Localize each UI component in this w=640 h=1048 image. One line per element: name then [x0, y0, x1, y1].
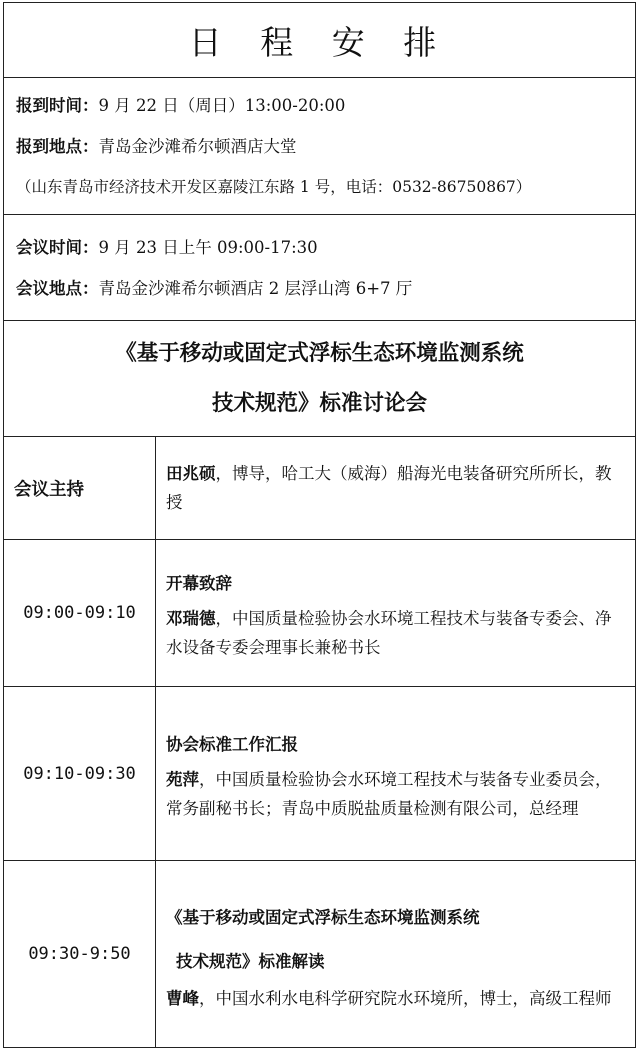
session-details [156, 540, 636, 687]
meeting-time-value: 9 月 23 日上午 09:00-17:30 [98, 237, 318, 257]
speaker-name: 曹峰 [166, 988, 199, 1008]
session-time: 09:10-09:30 [4, 687, 156, 861]
session-topic-line1: 《基于移动或固定式浮标生态环境监测系统 [166, 907, 480, 927]
host-desc: ，博导，哈工大（威海）船海光电装备研究所所长，教授 [166, 464, 612, 512]
registration-address: （山东青岛市经济技术开发区嘉陵江东路 1 号，电话：0532-86750867） [16, 177, 532, 196]
session-details [156, 861, 636, 1048]
speaker-name: 苑萍 [166, 769, 199, 789]
meeting-place-value: 青岛金沙滩希尔顿酒店 2 层浮山湾 6+7 厅 [98, 278, 413, 298]
meeting-place-line [16, 268, 635, 309]
registration-place-line [16, 126, 635, 167]
registration-place-value: 青岛金沙滩希尔顿酒店大堂 [98, 136, 297, 156]
session-topic: 协会标准工作汇报 [166, 734, 298, 754]
host-name: 田兆硕 [166, 464, 216, 483]
schedule-table [3, 2, 636, 1048]
speaker-desc: ，中国质量检验协会水环境工程技术与装备专委会、净水设备专委会理事长兼秘书长 [166, 609, 612, 657]
registration-time-label: 报到时间： [16, 95, 99, 115]
speaker-desc: ，中国水利水电科学研究院水环境所，博士，高级工程师 [199, 988, 612, 1008]
page-title: 日 程 安 排 [4, 3, 636, 78]
conference-title [4, 321, 636, 437]
meeting-time-line [16, 227, 635, 268]
session-topic-line2: 技术规范》标准解读 [176, 951, 325, 971]
meeting-section [4, 215, 636, 321]
meeting-time-label: 会议时间： [16, 237, 99, 257]
registration-time-line [16, 85, 635, 126]
host-details [156, 437, 636, 540]
registration-time-value: 9 月 22 日（周日）13:00-20:00 [98, 95, 346, 115]
meeting-place-label: 会议地点： [16, 278, 99, 298]
session-time: 09:00-09:10 [4, 540, 156, 687]
conference-title-line2: 技术规范》标准讨论会 [212, 390, 428, 416]
registration-place-label: 报到地点： [16, 136, 99, 156]
host-label: 会议主持 [4, 437, 156, 540]
session-time: 09:30-9:50 [4, 861, 156, 1048]
conference-title-line1: 《基于移动或固定式浮标生态环境监测系统 [115, 340, 524, 366]
session-topic: 开幕致辞 [166, 574, 232, 593]
session-details [156, 687, 636, 861]
speaker-name: 邓瑞德 [166, 609, 216, 628]
registration-section [4, 78, 636, 215]
speaker-desc: ，中国质量检验协会水环境工程技术与装备专业委员会，常务副秘书长；青岛中质脱盐质量检测有限公司，总经理 [166, 769, 612, 818]
